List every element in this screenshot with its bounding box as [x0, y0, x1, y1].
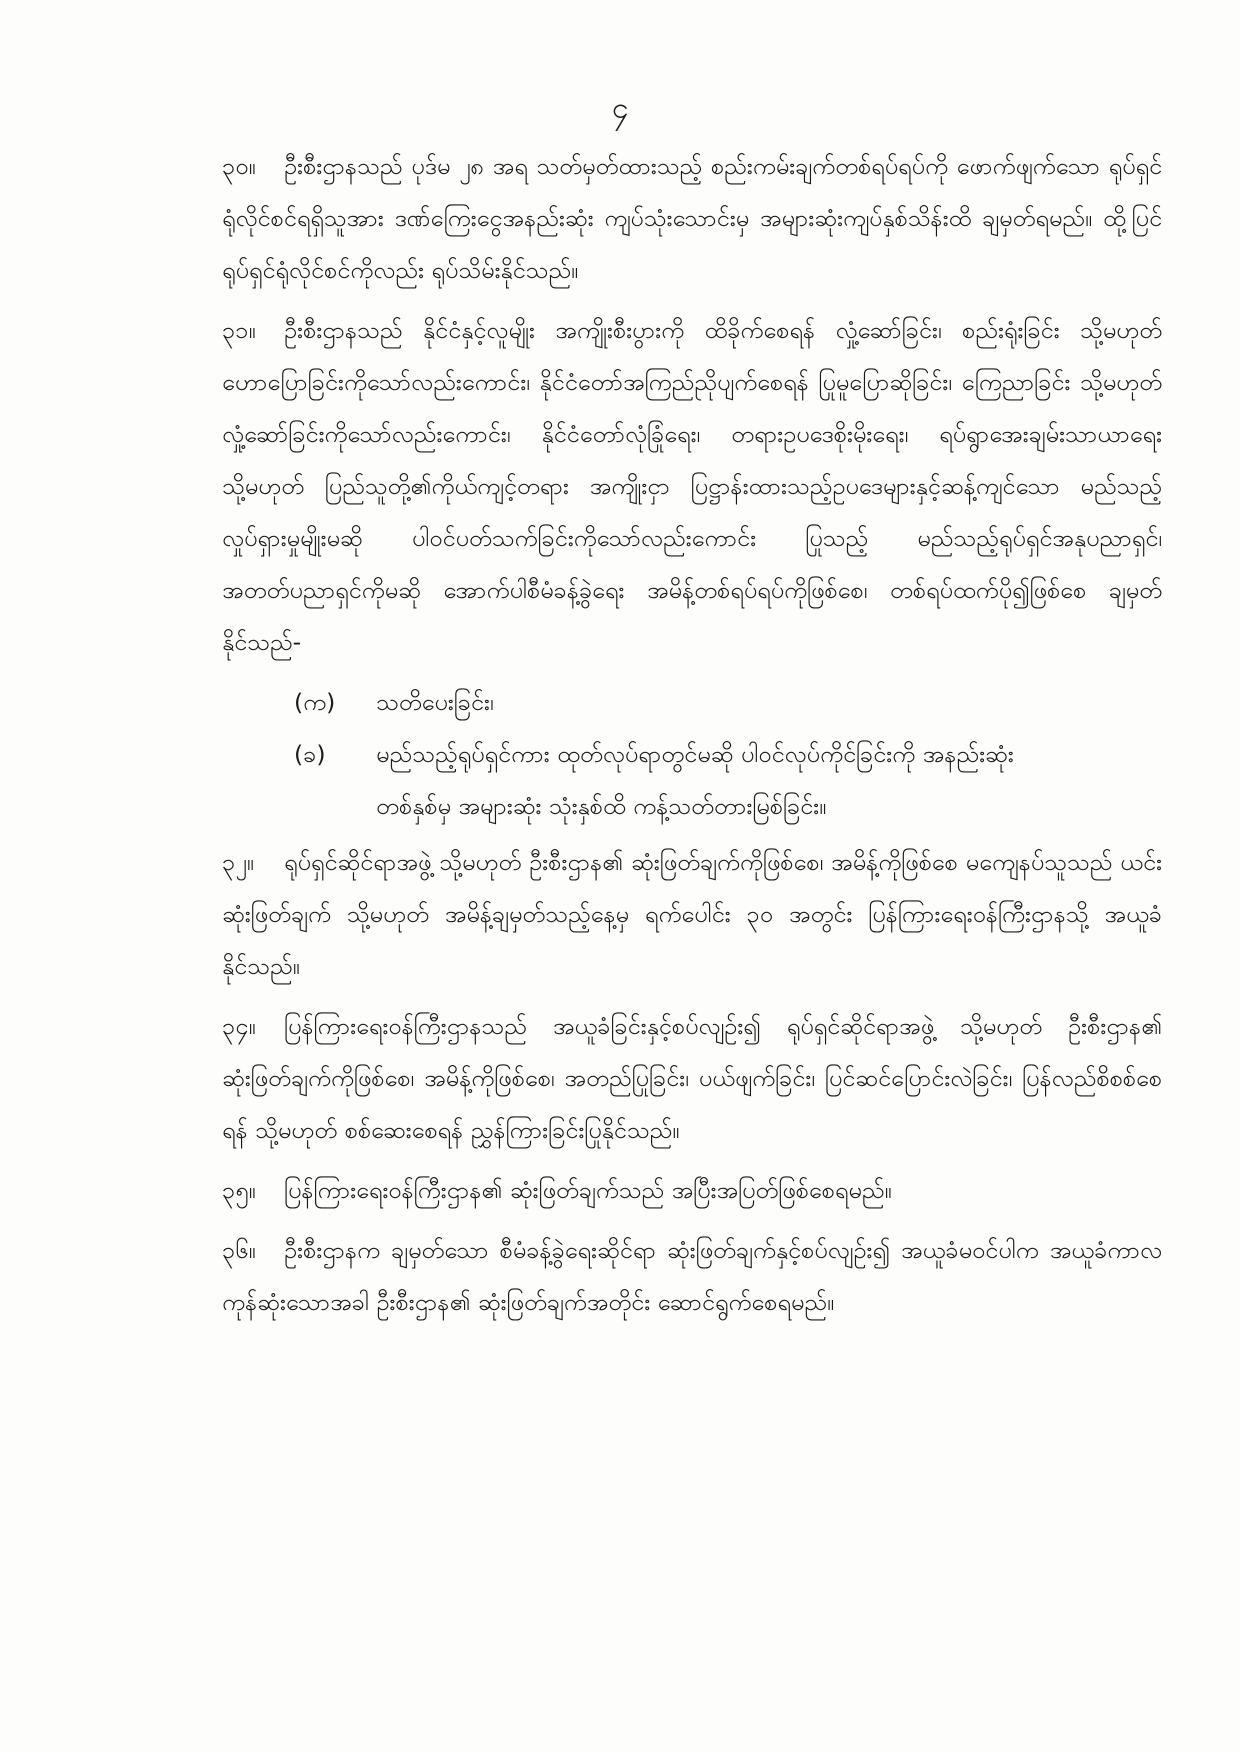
sub-clause-ka — [294, 676, 1162, 728]
sub-clause-text — [376, 728, 1162, 832]
sub-clause-text — [376, 676, 1162, 728]
section-31 — [222, 304, 1162, 668]
sub-clause-line: သတိပေးခြင်း၊ — [376, 688, 494, 716]
section-text: ဦးစီးဌာနသည် ပုဒ်မ ၂၈ အရ သတ်မှတ်ထားသည့် စည်းကမ်းချက်တစ်ရပ်ရပ်ကို ဖောက်ဖျက်သော ရုပ်ရှင်ရုံလိုင်စင်ရရှိသူအား ဒဏ်ကြေးငွေအနည်းဆုံး ကျပ်သုံးသောင်းမှ အများဆုံးကျပ်နှစ်သိန်းထိ ချမှတ်ရမည်။ ထို့ပြင် ရုပ်ရှင်ရုံလိုင်စင်ကိုလည်း ရုပ်သိမ်းနိုင်သည်။ — [222, 152, 1162, 284]
section-number: ၃၂။ — [222, 848, 254, 876]
section-35 — [222, 1164, 1162, 1216]
sub-clause-line: မည်သည့်ရုပ်ရှင်ကား ထုတ်လုပ်ရာတွင်မဆို ပါဝင်လုပ်ကိုင်ခြင်းကို အနည်းဆုံး — [376, 740, 1014, 768]
sub-clause-line: တစ်နှစ်မှ အများဆုံး သုံးနှစ်ထိ ကန့်သတ်တားမြစ်ခြင်း။ — [376, 792, 827, 820]
sub-clause-kha — [294, 728, 1162, 832]
sub-clause-label: (ခ) — [294, 740, 326, 768]
section-number: ၃၁။ — [222, 316, 256, 344]
section-text: ဦးစီးဌာနက ချမှတ်သော စီမံခန့်ခွဲရေးဆိုင်ရာ ဆုံးဖြတ်ချက်နှင့်စပ်လျဉ်း၍ အယူခံမဝင်ပါက အယူခံကာလကုန်ဆုံးသောအခါ ဦးစီးဌာန၏ ဆုံးဖြတ်ချက်အတိုင်း ဆောင်ရွက်စေရမည်။ — [222, 1236, 1162, 1316]
section-number: ၃၅။ — [222, 1176, 256, 1204]
section-34 — [222, 1000, 1162, 1156]
section-text: ပြန်ကြားရေးဝန်ကြီးဌာနသည် အယူခံခြင်းနှင့်စပ်လျဉ်း၍ ရုပ်ရှင်ဆိုင်ရာအဖွဲ့ သို့မဟုတ် ဦးစီးဌာန၏ ဆုံးဖြတ်ချက်ကိုဖြစ်စေ၊ အမိန့်ကိုဖြစ်စေ၊ အတည်ပြုခြင်း၊ ပယ်ဖျက်ခြင်း၊ ပြင်ဆင်ပြောင်းလဲခြင်း၊ ပြန်လည်စိစစ်စေရန် သို့မဟုတ် စစ်ဆေးစေရန် ညွှန်ကြားခြင်းပြုနိုင်သည်။ — [222, 1012, 1162, 1144]
section-text: ပြန်ကြားရေးဝန်ကြီးဌာန၏ ဆုံးဖြတ်ချက်သည် အပြီးအပြတ်ဖြစ်စေရမည်။ — [284, 1176, 892, 1204]
sub-clause-label: (က) — [294, 688, 336, 716]
section-text: ရုပ်ရှင်ဆိုင်ရာအဖွဲ့ သို့မဟုတ် ဦးစီးဌာန၏ ဆုံးဖြတ်ချက်ကိုဖြစ်စေ၊ အမိန့်ကိုဖြစ်စေ မကျေနပ်သူသည် ယင်းဆုံးဖြတ်ချက် သို့မဟုတ် အမိန့်ချမှတ်သည့်နေ့မှ ရက်ပေါင်း ၃၀ အတွင်း ပြန်ကြားရေးဝန်ကြီးဌာနသို့ အယူခံနိုင်သည်။ — [222, 848, 1162, 980]
section-36 — [222, 1224, 1162, 1328]
section-32 — [222, 836, 1162, 992]
section-text: ဦးစီးဌာနသည် နိုင်ငံနှင့်လူမျိုး အကျိုးစီးပွားကို ထိခိုက်စေရန် လှုံ့ဆော်ခြင်း၊ စည်းရုံးခြင်း သို့မဟုတ် ဟောပြောခြင်းကိုသော်လည်းကောင်း၊ နိုင်ငံတော်အကြည်ညိုပျက်စေရန် ပြုမူပြောဆိုခြင်း၊ ကြေညာခြင်း သို့မဟုတ် လှုံ့ဆော်ခြင်းကိုသော်လည်းကောင်း၊ နိုင်ငံတော်လုံခြုံရေး၊ တရားဥပဒေစိုးမိုးရေး၊ ရပ်ရွာအေးချမ်းသာယာရေး သို့မဟုတ် ပြည်သူတို့၏ကိုယ်ကျင့်တရား အကျိုးငှာ ပြဋ္ဌာန်းထားသည့်ဥပဒေများနှင့်ဆန့်ကျင်သော မည်သည့်လှုပ်ရှားမှုမျိုးမဆို ပါဝင်ပတ်သက်ခြင်းကိုသော်လည်းကောင်း ပြုသည့် မည်သည့်ရုပ်ရှင်အနုပညာရှင်၊ အတတ်ပညာရှင်ကိုမဆို အောက်ပါစီမံခန့်ခွဲရေး အမိန့်တစ်ရပ်ရပ်ကိုဖြစ်စေ၊ တစ်ရပ်ထက်ပို၍ဖြစ်စေ ချမှတ်နိုင်သည်- — [222, 316, 1162, 656]
document-body — [222, 140, 1162, 1336]
section-number: ၃၄။ — [222, 1012, 256, 1040]
section-30 — [222, 140, 1162, 296]
section-number: ၃၆။ — [222, 1236, 256, 1264]
page-number: ၄ — [611, 91, 629, 126]
sub-clause-list — [222, 676, 1162, 832]
section-number: ၃၀။ — [222, 152, 256, 180]
